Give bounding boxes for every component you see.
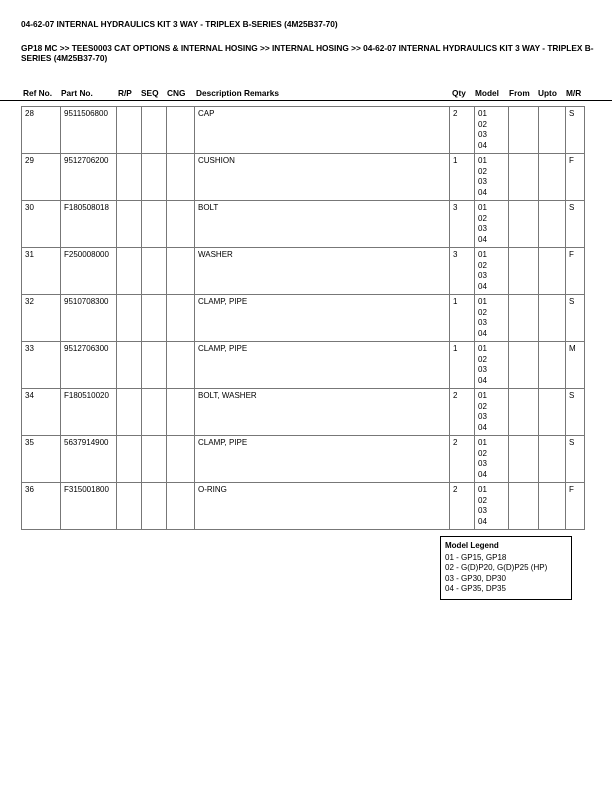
- qty-cell: 2: [450, 389, 475, 436]
- seq-cell: [142, 201, 167, 248]
- model-code: 03: [478, 224, 487, 233]
- column-header: Ref No.: [23, 88, 53, 98]
- seq-cell: [142, 436, 167, 483]
- model-cell: [475, 436, 509, 483]
- model-cell: [475, 342, 509, 389]
- part-no-cell: F250008000: [61, 248, 117, 295]
- legend-item: 03 - GP30, DP30: [445, 573, 506, 583]
- qty-cell: 3: [450, 201, 475, 248]
- model-code: 04: [478, 516, 487, 526]
- from-cell: [509, 154, 539, 201]
- model-code: 01: [478, 250, 487, 259]
- model-cell: [475, 389, 509, 436]
- from-cell: [509, 201, 539, 248]
- description-cell: BOLT, WASHER: [195, 389, 450, 436]
- ref-cell: 32: [22, 295, 61, 342]
- description-cell: BOLT: [195, 201, 450, 248]
- qty-cell: 2: [450, 107, 475, 154]
- table-row: [22, 295, 585, 342]
- rp-cell: [117, 201, 142, 248]
- parts-table: [21, 106, 585, 530]
- seq-cell: [142, 248, 167, 295]
- rp-cell: [117, 389, 142, 436]
- cng-cell: [167, 389, 195, 436]
- rp-cell: [117, 248, 142, 295]
- column-header: CNG: [167, 88, 186, 98]
- model-code: 04: [478, 375, 487, 385]
- model-code: 03: [478, 365, 487, 374]
- upto-cell: [539, 107, 566, 154]
- table-row: [22, 107, 585, 154]
- model-cell: [475, 295, 509, 342]
- model-code: 04: [478, 422, 487, 432]
- seq-cell: [142, 342, 167, 389]
- description-cell: CAP: [195, 107, 450, 154]
- part-no-cell: 9512706300: [61, 342, 117, 389]
- model-code: 01: [478, 156, 487, 165]
- table-row: [22, 436, 585, 483]
- model-code: 02: [478, 307, 487, 317]
- part-no-cell: 9512706200: [61, 154, 117, 201]
- ref-cell: 31: [22, 248, 61, 295]
- ref-cell: 36: [22, 483, 61, 530]
- model-code: 02: [478, 260, 487, 270]
- model-code: 02: [478, 401, 487, 411]
- qty-cell: 1: [450, 154, 475, 201]
- seq-cell: [142, 295, 167, 342]
- model-code: 04: [478, 140, 487, 150]
- mr-cell: F: [566, 248, 585, 295]
- rp-cell: [117, 436, 142, 483]
- seq-cell: [142, 107, 167, 154]
- cng-cell: [167, 436, 195, 483]
- table-row: [22, 248, 585, 295]
- model-code: 04: [478, 187, 487, 197]
- cng-cell: [167, 154, 195, 201]
- from-cell: [509, 295, 539, 342]
- description-cell: O-RING: [195, 483, 450, 530]
- description-cell: CUSHION: [195, 154, 450, 201]
- model-code: 01: [478, 297, 487, 306]
- upto-cell: [539, 389, 566, 436]
- model-code: 04: [478, 328, 487, 338]
- ref-cell: 34: [22, 389, 61, 436]
- mr-cell: S: [566, 295, 585, 342]
- qty-cell: 2: [450, 436, 475, 483]
- rp-cell: [117, 154, 142, 201]
- model-code: 03: [478, 412, 487, 421]
- column-header: Part No.: [61, 88, 93, 98]
- ref-cell: 28: [22, 107, 61, 154]
- model-code: 03: [478, 130, 487, 139]
- qty-cell: 1: [450, 295, 475, 342]
- upto-cell: [539, 248, 566, 295]
- rp-cell: [117, 342, 142, 389]
- model-code: 03: [478, 318, 487, 327]
- from-cell: [509, 389, 539, 436]
- from-cell: [509, 436, 539, 483]
- model-code: 01: [478, 109, 487, 118]
- model-code: 04: [478, 234, 487, 244]
- seq-cell: [142, 389, 167, 436]
- model-code: 03: [478, 177, 487, 186]
- qty-cell: 2: [450, 483, 475, 530]
- upto-cell: [539, 295, 566, 342]
- description-cell: WASHER: [195, 248, 450, 295]
- description-cell: CLAMP, PIPE: [195, 295, 450, 342]
- column-header: Upto: [538, 88, 557, 98]
- page-title: 04-62-07 INTERNAL HYDRAULICS KIT 3 WAY - TRIPLEX B-SERIES (4M25B37-70): [21, 19, 338, 29]
- part-no-cell: F315001800: [61, 483, 117, 530]
- model-code: 04: [478, 469, 487, 479]
- part-no-cell: F180510020: [61, 389, 117, 436]
- model-code: 02: [478, 495, 487, 505]
- model-cell: [475, 154, 509, 201]
- mr-cell: S: [566, 107, 585, 154]
- model-code: 03: [478, 271, 487, 280]
- column-header: Model: [475, 88, 499, 98]
- legend-item: 01 - GP15, GP18: [445, 552, 507, 562]
- model-code: 01: [478, 391, 487, 400]
- qty-cell: 1: [450, 342, 475, 389]
- model-code: 01: [478, 438, 487, 447]
- rp-cell: [117, 295, 142, 342]
- model-cell: [475, 201, 509, 248]
- model-cell: [475, 248, 509, 295]
- mr-cell: S: [566, 436, 585, 483]
- cng-cell: [167, 107, 195, 154]
- cng-cell: [167, 295, 195, 342]
- upto-cell: [539, 483, 566, 530]
- from-cell: [509, 248, 539, 295]
- cng-cell: [167, 248, 195, 295]
- model-legend: [440, 536, 572, 600]
- model-code: 02: [478, 166, 487, 176]
- from-cell: [509, 483, 539, 530]
- column-header: Qty: [452, 88, 466, 98]
- column-header: R/P: [118, 88, 132, 98]
- table-row: [22, 389, 585, 436]
- mr-cell: F: [566, 483, 585, 530]
- from-cell: [509, 107, 539, 154]
- model-code: 03: [478, 459, 487, 468]
- mr-cell: S: [566, 201, 585, 248]
- upto-cell: [539, 201, 566, 248]
- legend-item: 04 - GP35, DP35: [445, 584, 506, 593]
- upto-cell: [539, 436, 566, 483]
- column-header: From: [509, 88, 530, 98]
- cng-cell: [167, 342, 195, 389]
- part-no-cell: 9511506800: [61, 107, 117, 154]
- description-cell: CLAMP, PIPE: [195, 436, 450, 483]
- breadcrumb: GP18 MC >> TEES0003 CAT OPTIONS & INTERNAL HOSING >> INTERNAL HOSING >> 04-62-07 INTERNAL HYDRAULICS KIT 3 WAY - TRIPLEX B-SERIES (4M25B37-70): [21, 43, 594, 63]
- rp-cell: [117, 483, 142, 530]
- model-code: 03: [478, 506, 487, 515]
- column-header: SEQ: [141, 88, 159, 98]
- ref-cell: 33: [22, 342, 61, 389]
- header-divider: [0, 100, 612, 101]
- table-row: [22, 154, 585, 201]
- column-header: M/R: [566, 88, 582, 98]
- upto-cell: [539, 342, 566, 389]
- part-no-cell: 5637914900: [61, 436, 117, 483]
- model-code: 04: [478, 281, 487, 291]
- ref-cell: 30: [22, 201, 61, 248]
- model-cell: [475, 107, 509, 154]
- mr-cell: S: [566, 389, 585, 436]
- column-header: Description Remarks: [196, 88, 280, 98]
- table-row: [22, 483, 585, 530]
- cng-cell: [167, 201, 195, 248]
- model-cell: [475, 483, 509, 530]
- from-cell: [509, 342, 539, 389]
- rp-cell: [117, 107, 142, 154]
- model-code: 01: [478, 344, 487, 353]
- model-code: 01: [478, 203, 487, 212]
- legend-title: Model Legend: [445, 541, 499, 550]
- model-code: 01: [478, 485, 487, 494]
- model-code: 02: [478, 448, 487, 458]
- description-cell: CLAMP, PIPE: [195, 342, 450, 389]
- qty-cell: 3: [450, 248, 475, 295]
- table-row: [22, 342, 585, 389]
- mr-cell: F: [566, 154, 585, 201]
- table-row: [22, 201, 585, 248]
- model-code: 02: [478, 119, 487, 129]
- legend-item: 02 - G(D)P20, G(D)P25 (HP): [445, 563, 548, 572]
- upto-cell: [539, 154, 566, 201]
- seq-cell: [142, 483, 167, 530]
- model-code: 02: [478, 213, 487, 223]
- mr-cell: M: [566, 342, 585, 389]
- cng-cell: [167, 483, 195, 530]
- seq-cell: [142, 154, 167, 201]
- part-no-cell: F180508018: [61, 201, 117, 248]
- part-no-cell: 9510708300: [61, 295, 117, 342]
- ref-cell: 35: [22, 436, 61, 483]
- model-code: 02: [478, 354, 487, 364]
- ref-cell: 29: [22, 154, 61, 201]
